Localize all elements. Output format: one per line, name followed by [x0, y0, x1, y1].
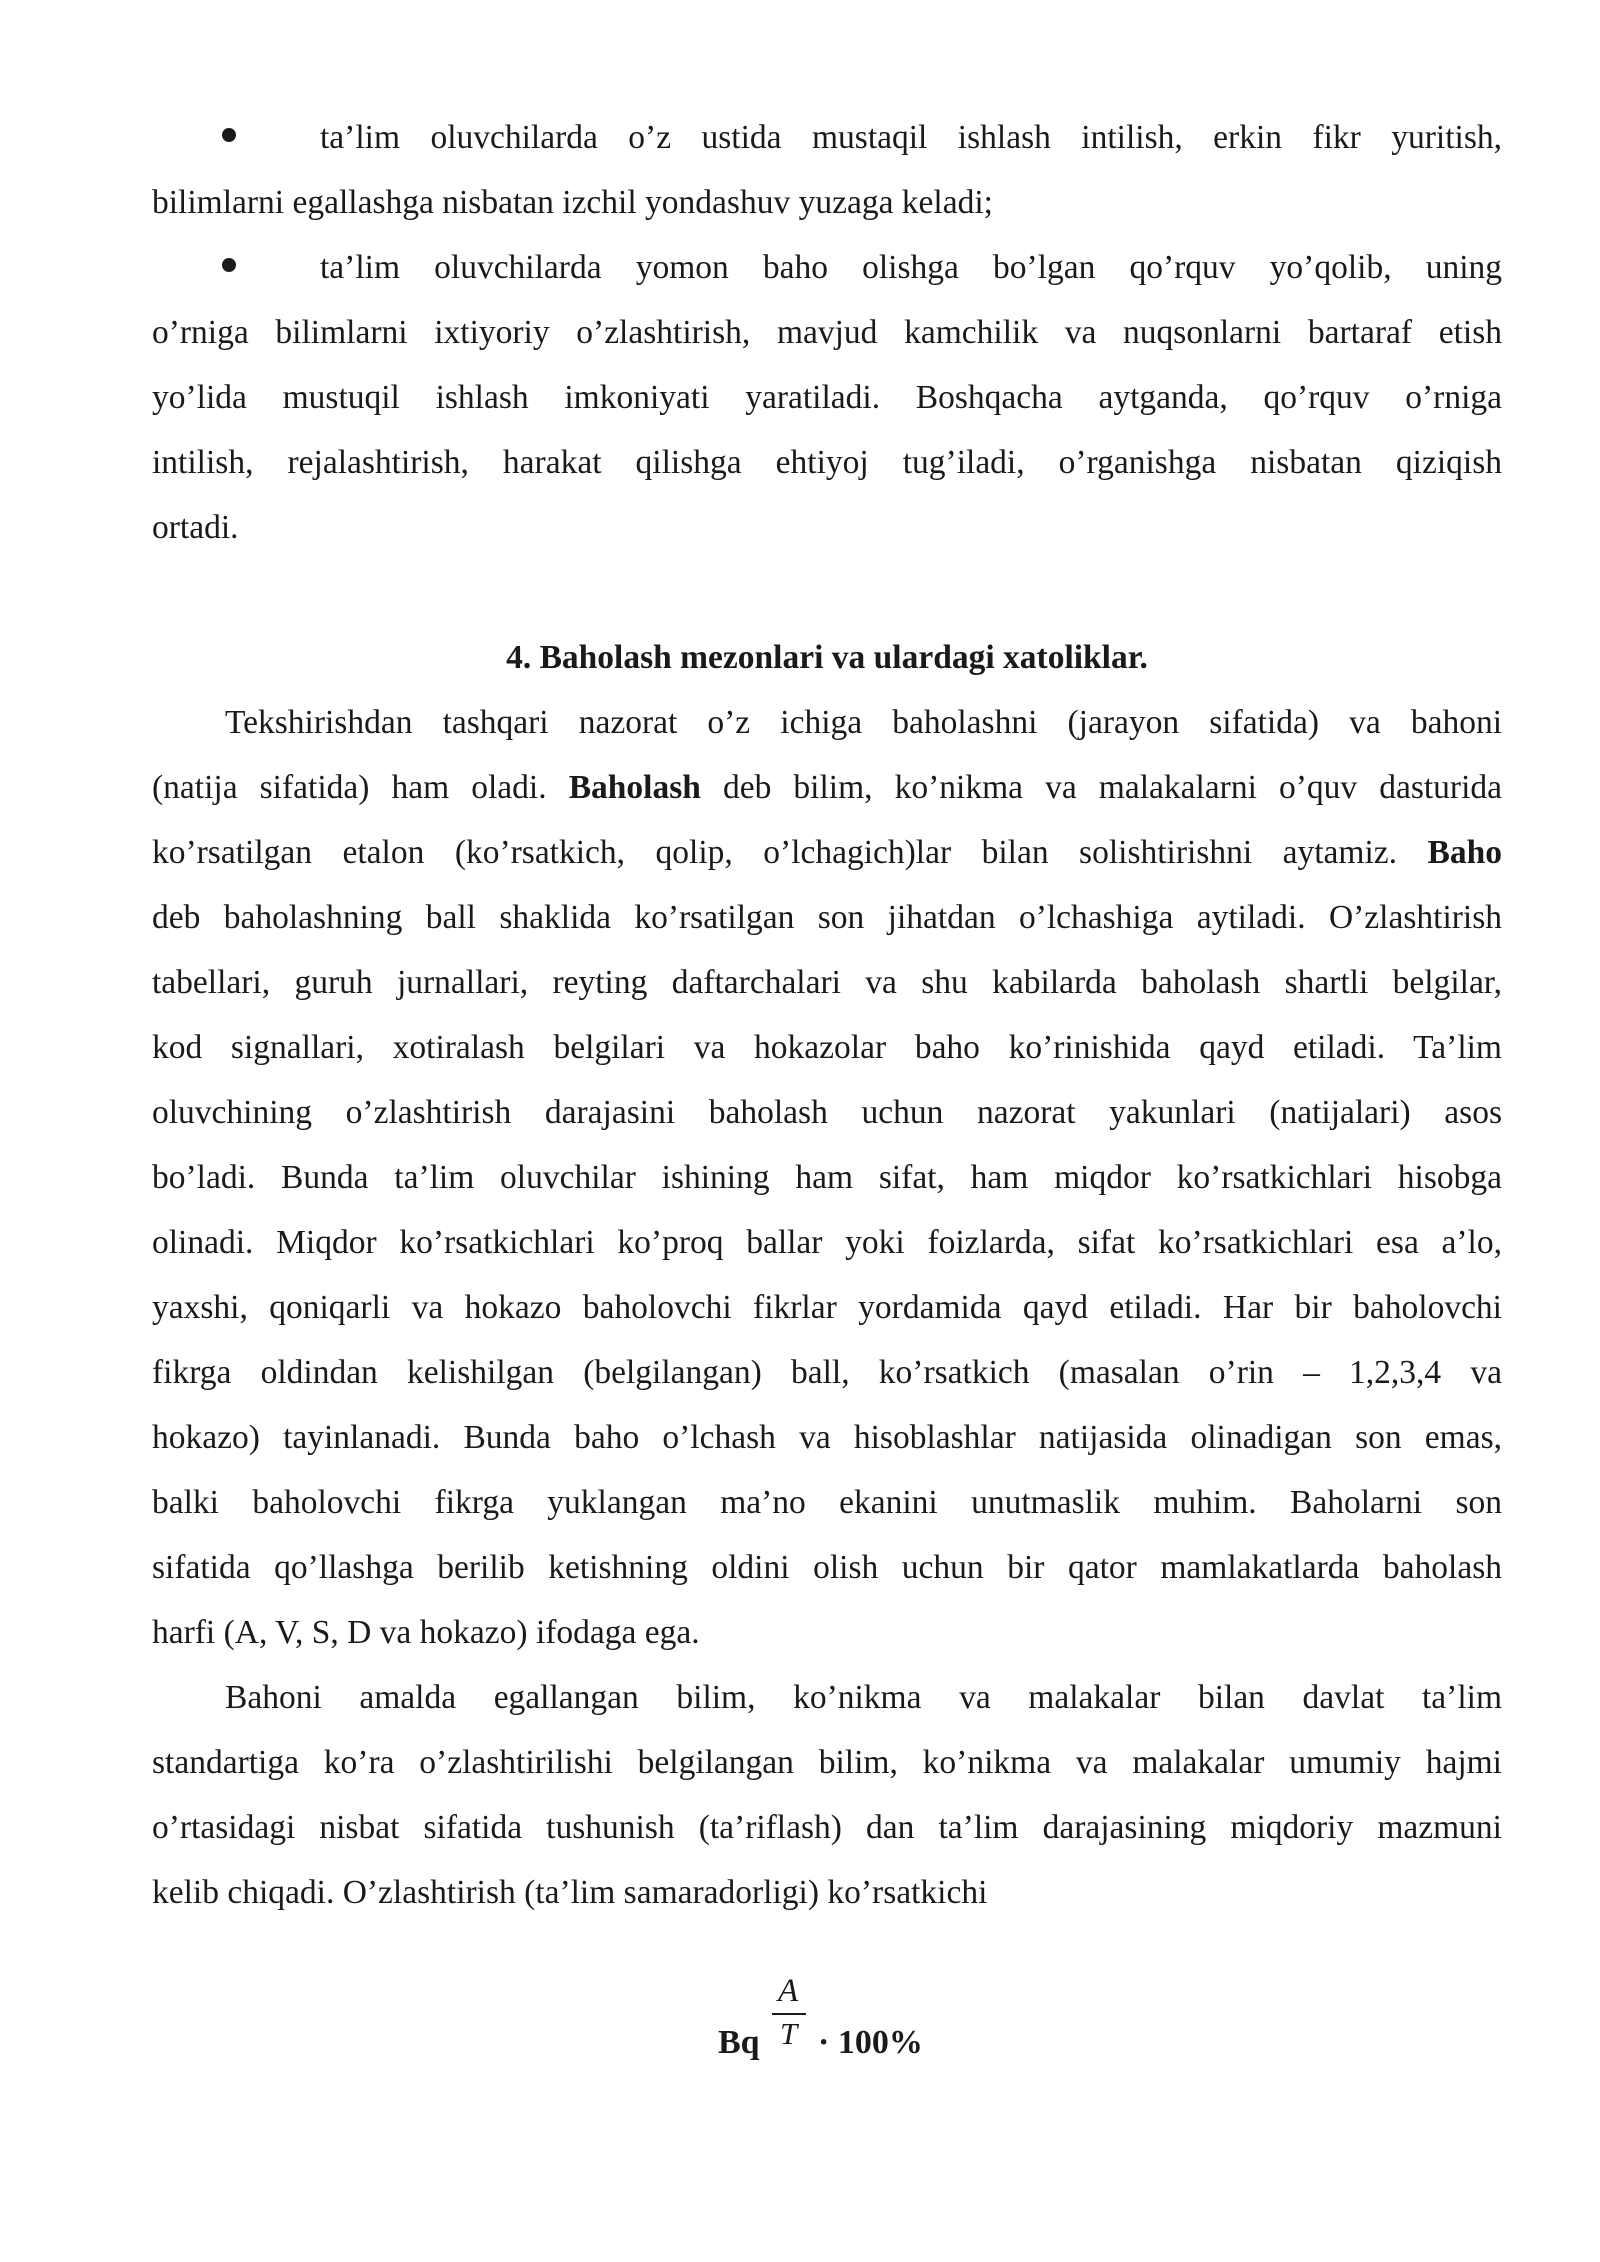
formula-numerator: A — [778, 1973, 799, 2009]
para1-text: (natija sifatida) ham oladi. — [152, 769, 569, 806]
para1-line: Tekshirishdan tashqari nazorat o’z ichiga baholashni (jarayon sifatida) va bahoni — [225, 704, 1502, 741]
para1-line: fikrga oldindan kelishilgan (belgilangan) ball, ko’rsatkich (masalan o’rin – 1,2,3,4 va — [152, 1354, 1502, 1391]
para1-line: yaxshi, qoniqarli va hokazo baholovchi fikrlar yordamida qayd etiladi. Har bir baholovchi — [152, 1289, 1502, 1326]
para1-line: balki baholovchi fikrga yuklangan ma’no ekanini unutmaslik muhim. Baholarni son — [152, 1484, 1502, 1521]
para1-line: harfi (A, V, S, D va hokazo) ifodaga ega. — [152, 1614, 700, 1651]
para2-line: kelib chiqadi. O’zlashtirish (ta’lim samaradorligi) ko’rsatkichi — [152, 1874, 988, 1911]
para1-line: tabellari, guruh jurnallari, reyting daftarchalari va shu kabilarda baholash shartli belgilar, — [152, 964, 1502, 1001]
para1-line: olinadi. Miqdor ko’rsatkichlari ko’proq ballar yoki foizlarda, sifat ko’rsatkichlari esa a’lo, — [152, 1224, 1502, 1261]
bullet-2-line-5: ortadi. — [152, 509, 239, 546]
para1-line — [152, 768, 1502, 808]
bullet-2-line-1: ta’lim oluvchilarda yomon baho olishga bo’lgan qo’rquv yo’qolib, uning — [320, 249, 1502, 286]
para2-line: standartiga ko’ra o’zlashtirilishi belgilangan bilim, ko’nikma va malakalar umumiy hajmi — [152, 1744, 1502, 1781]
fraction-bar — [772, 2013, 806, 2015]
bullet-icon — [222, 128, 236, 142]
bullet-1-line-2: bilimlarni egallashga nisbatan izchil yondashuv yuzaga keladi; — [152, 184, 993, 221]
formula-rest: · 100% — [818, 2024, 923, 2061]
para2-line: Bahoni amalda egallangan bilim, ko’nikma va malakalar bilan davlat ta’lim — [225, 1679, 1502, 1716]
bullet-1-line-1: ta’lim oluvchilarda o’z ustida mustaqil ishlash intilish, erkin fikr yuritish, — [320, 119, 1502, 156]
formula-lhs: Bq — [718, 2024, 760, 2061]
formula — [700, 1945, 960, 2061]
para1-text: ko’rsatilgan etalon (ko’rsatkich, qolip, o’lchagich)lar bilan solishtirishni aytamiz. — [152, 834, 1428, 871]
bullet-icon — [222, 258, 236, 272]
formula-denominator: T — [780, 2016, 798, 2051]
term-baholash: Baholash — [568, 769, 701, 806]
para1-line: sifatida qo’llashga berilib ketishning oldini olish uchun bir qator mamlakatlarda baholash — [152, 1549, 1502, 1586]
bullet-2-line-2: o’rniga bilimlarni ixtiyoriy o’zlashtirish, mavjud kamchilik va nuqsonlarni bartaraf etish — [152, 314, 1502, 351]
para1-line: deb baholashning ball shaklida ko’rsatilgan son jihatdan o’lchashiga aytiladi. O’zlashtirish — [152, 899, 1502, 936]
para1-line: bo’ladi. Bunda ta’lim oluvchilar ishining ham sifat, ham miqdor ko’rsatkichlari hisobga — [152, 1159, 1502, 1196]
bullet-2-line-4: intilish, rejalashtirish, harakat qilishga ehtiyoj tug’iladi, o’rganishga nisbatan qiziqish — [152, 444, 1502, 481]
para1-line: kod signallari, xotiralash belgilari va hokazolar baho ko’rinishida qayd etiladi. Ta’lim — [152, 1029, 1502, 1066]
section-heading: 4. Baholash mezonlari va ulardagi xatoliklar. — [506, 639, 1148, 676]
para2-line: o’rtasidagi nisbat sifatida tushunish (ta’riflash) dan ta’lim darajasining miqdoriy mazmuni — [152, 1809, 1502, 1846]
term-baho: Baho — [1427, 834, 1502, 871]
para1-line — [152, 833, 1502, 873]
para1-text: deb bilim, ko’nikma va malakalarni o’quv dasturida — [700, 769, 1503, 806]
para1-line: oluvchining o’zlashtirish darajasini baholash uchun nazorat yakunlari (natijalari) asos — [152, 1094, 1502, 1131]
bullet-2-line-3: yo’lida mustuqil ishlash imkoniyati yaratiladi. Boshqacha aytganda, qo’rquv o’rniga — [152, 379, 1502, 416]
para1-line: hokazo) tayinlanadi. Bunda baho o’lchash va hisoblashlar natijasida olinadigan son emas, — [152, 1419, 1502, 1456]
